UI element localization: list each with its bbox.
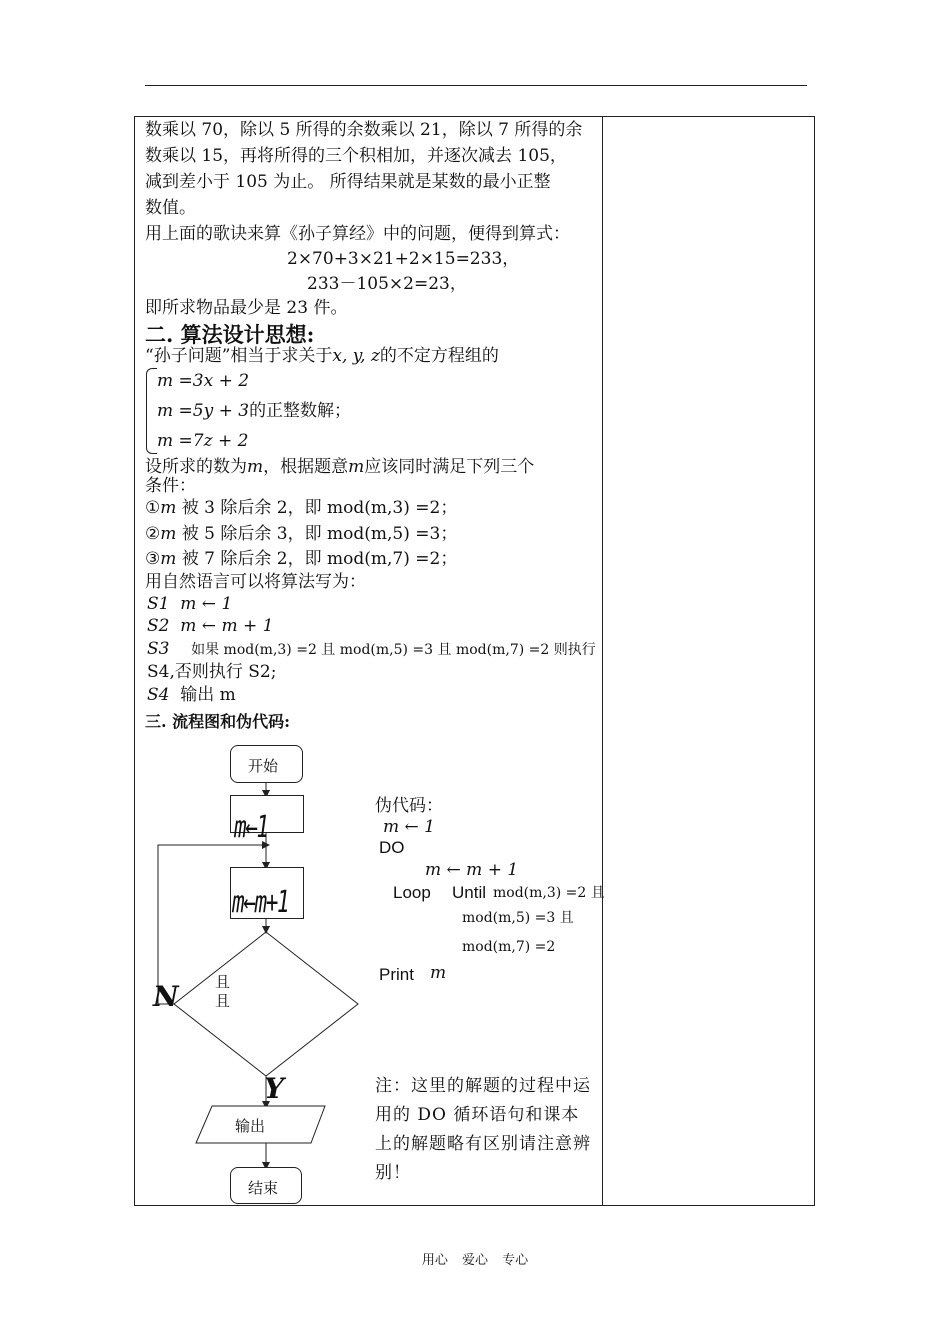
- section2-intro-post: 的不定方程组的: [379, 346, 499, 366]
- condition-1-var: m: [160, 498, 177, 518]
- flow-output-label: 输出: [235, 1117, 266, 1135]
- pseudo-print: Print: [379, 965, 414, 984]
- condition-1-text: 被 3 除后余 2，即 mod(m,3) =2；: [176, 498, 458, 518]
- pseudo-loop: Loop: [393, 883, 431, 902]
- step-4-text: 输出 m: [180, 685, 236, 705]
- cond-intro-mid: ，根据题意: [263, 457, 349, 477]
- flow-start-label: 开始: [248, 757, 279, 775]
- step-3-cont: S4,否则执行 S2;: [147, 662, 277, 682]
- condition-3-text: 被 7 除后余 2，即 mod(m,7) =2；: [176, 549, 458, 569]
- flow-yes-label: Y: [264, 1072, 284, 1105]
- condition-3-var: m: [160, 549, 177, 569]
- cond-intro-var-2: m: [348, 457, 365, 477]
- system-eq-1: m =3x + 2: [157, 371, 250, 391]
- system-suffix: 的正整数解；: [249, 401, 352, 421]
- section3-title: 三. 流程图和伪代码:: [145, 712, 291, 731]
- step-1-text: m ← 1: [180, 594, 233, 614]
- pseudo-line-3: m ← m + 1: [425, 860, 519, 880]
- condition-2-var: m: [160, 524, 177, 544]
- condition-3-num: ③: [145, 549, 161, 569]
- cond-intro-line2: 条件：: [145, 476, 196, 496]
- intro-line-3: 减到差小于 105 为止。 所得结果就是某数的最小正整: [145, 172, 551, 192]
- flow-assign1-label: m←1: [234, 810, 268, 845]
- cond-intro-var: m: [247, 457, 264, 477]
- system-eq-2: m =5y + 3: [157, 401, 250, 421]
- pseudo-until: Until: [452, 883, 487, 902]
- diamond-text-1: 且: [215, 973, 231, 991]
- intro-line-5: 用上面的歌诀来算《孙子算经》中的问题，便得到算式：: [145, 224, 570, 244]
- step-2-text: m ← m + 1: [180, 616, 274, 636]
- diamond-text-2: 且: [215, 992, 231, 1010]
- pseudo-title: 伪代码：: [375, 796, 443, 816]
- equation-1: 2×70+3×21+2×15=233，: [287, 249, 520, 269]
- page-footer: 用心 爱心 专心: [421, 1253, 529, 1268]
- section2-title: 二. 算法设计思想:: [145, 322, 315, 347]
- condition-1-num: ①: [145, 498, 161, 518]
- intro-line-2: 数乘以 15，再将所得的三个积相加，并逐次减去 105，: [145, 146, 567, 166]
- flow-assign2-label: m←m+1: [232, 885, 289, 920]
- pseudo-cond-1: mod(m,3) =2 且: [493, 885, 605, 901]
- pseudo-cond-3: mod(m,7) =2: [462, 939, 556, 955]
- step-3-label: S3: [147, 639, 170, 659]
- system-eq-3: m =7z + 2: [157, 431, 249, 451]
- section2-vars: x, y, z: [332, 346, 380, 366]
- pseudo-do: DO: [379, 838, 405, 857]
- pseudo-print-var: m: [430, 963, 447, 983]
- result-line: 即所求物品最少是 23 件。: [145, 298, 348, 318]
- section2-intro-pre: “孙子问题”相当于求关于: [145, 346, 333, 366]
- pseudo-line-1: m ← 1: [383, 817, 435, 837]
- note-text: 注：这里的解题的过程中运用的 DO 循环语句和课本上的解题略有区别请注意辨别！: [375, 1076, 591, 1183]
- condition-2-text: 被 5 除后余 3，即 mod(m,5) =3；: [176, 524, 458, 544]
- pseudo-cond-2: mod(m,5) =3 且: [462, 910, 574, 926]
- flow-no-label: N: [153, 980, 179, 1013]
- cond-intro-pre: 设所求的数为: [145, 457, 247, 477]
- step-3-text: 如果 mod(m,3) =2 且 mod(m,5) =3 且 mod(m,7) =2 则执行: [191, 642, 596, 658]
- flow-end-label: 结束: [248, 1179, 279, 1197]
- step-1-label: S1: [147, 594, 170, 614]
- natural-lang-intro: 用自然语言可以将算法写为：: [145, 572, 366, 592]
- equation-2: 233－105×2=23，: [307, 274, 467, 294]
- cond-intro-post: 应该同时满足下列三个: [364, 457, 535, 477]
- condition-2-num: ②: [145, 524, 161, 544]
- intro-line-4: 数值。: [145, 198, 196, 218]
- intro-line-1: 数乘以 70，除以 5 所得的余数乘以 21，除以 7 所得的余: [145, 120, 583, 140]
- decision-diamond: [174, 932, 358, 1076]
- step-2-label: S2: [147, 616, 170, 636]
- step-4-label: S4: [147, 685, 170, 705]
